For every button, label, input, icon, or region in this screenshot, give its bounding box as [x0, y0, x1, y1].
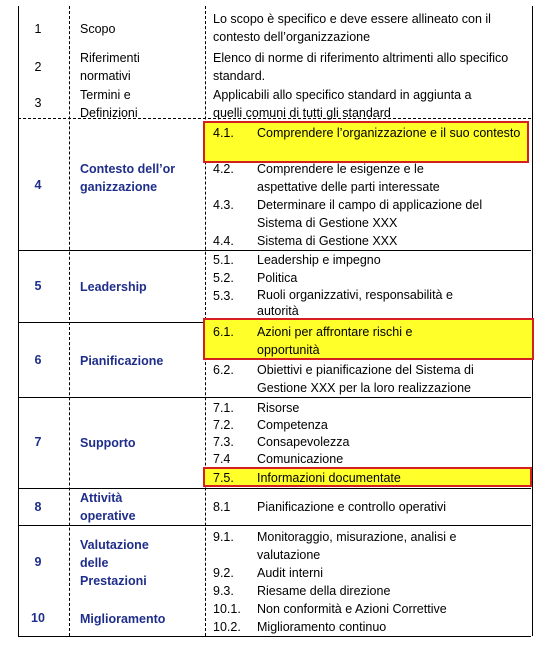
item-number: 7.3.	[213, 435, 234, 449]
item-number: 9.3.	[213, 584, 234, 598]
item-number: 4.3.	[213, 198, 234, 212]
list-item	[213, 451, 523, 465]
item-text: Comprendere l’organizzazione e il suo contesto	[257, 126, 521, 140]
row-topic: Supporto	[80, 436, 136, 450]
item-number: 5.2.	[213, 271, 234, 285]
row-number: 2	[34, 60, 42, 74]
item-text: Ruoli organizzativi, responsabilità e autorità	[257, 288, 453, 318]
item-number: 4.1.	[213, 126, 234, 140]
item-text: Politica	[257, 271, 298, 285]
row-number: 3	[34, 96, 42, 110]
row-number: 6	[34, 353, 42, 367]
table-bottom-border	[18, 636, 531, 637]
item-text: Risorse	[257, 401, 300, 415]
row-topic: Riferimenti normativi	[80, 51, 140, 83]
row-number: 1	[34, 22, 42, 36]
row-description: Elenco di norme di riferimento altrimenti allo specifico standard.	[213, 51, 509, 83]
row-separator	[18, 397, 531, 398]
row-description: Lo scopo è specifico e deve essere allineato con il contesto dell’organizzazione	[213, 12, 491, 44]
row-number: 8	[34, 500, 42, 514]
item-number: 7.2.	[213, 418, 234, 432]
row-topic: Valutazione delle Prestazioni	[80, 538, 149, 588]
item-number: 4.2.	[213, 162, 234, 176]
item-number: 9.2.	[213, 566, 234, 580]
item-text: Determinare il campo di applicazione del Sistema di Gestione XXX	[257, 198, 483, 230]
item-text: Leadership e impegno	[257, 253, 381, 267]
item-number: 6.2.	[213, 363, 234, 377]
row-number: 7	[34, 435, 42, 449]
item-text: Monitoraggio, misurazione, analisi e valutazione	[257, 530, 457, 562]
item-text: Consapevolezza	[257, 435, 350, 449]
item-text: Non conformità e Azioni Correttive	[257, 602, 447, 616]
row-description: Applicabili allo specifico standard in aggiunta a quelli comuni di tutti gli standard	[213, 88, 472, 120]
row-topic: Attività operative	[80, 491, 136, 523]
row-separator	[18, 525, 531, 526]
item-number: 5.1.	[213, 253, 234, 267]
item-number: 8.1	[213, 500, 231, 514]
item-number: 9.1.	[213, 530, 234, 544]
item-text: Audit interni	[257, 566, 324, 580]
item-text: Comunicazione	[257, 452, 344, 466]
row-topic: Termini e Definizioni	[80, 88, 138, 120]
item-number: 7.1.	[213, 401, 234, 415]
column-divider	[69, 6, 70, 636]
row-topic: Pianificazione	[80, 354, 164, 368]
item-number: 7.5.	[213, 471, 234, 485]
item-text: Competenza	[257, 418, 328, 432]
item-text: Miglioramento continuo	[257, 620, 387, 634]
item-number: 10.1.	[213, 602, 241, 616]
item-text: Riesame della direzione	[257, 584, 391, 598]
item-text: Comprendere le esigenze e le aspettative delle parti interessate	[257, 162, 440, 194]
item-text: Pianificazione e controllo operativi	[257, 500, 446, 514]
item-number: 10.2.	[213, 620, 241, 634]
item-number: 6.1.	[213, 325, 234, 339]
row-topic: Miglioramento	[80, 612, 166, 626]
item-number: 5.3.	[213, 289, 234, 303]
row-topic: Scopo	[80, 22, 116, 36]
row-number: 4	[34, 178, 42, 192]
item-number: 4.4.	[213, 234, 234, 248]
row-number: 5	[34, 279, 42, 293]
row-topic: Contesto dell’organizzazione	[80, 162, 176, 194]
item-text: Sistema di Gestione XXX	[257, 234, 398, 248]
item-text: Informazioni documentate	[257, 471, 401, 485]
row-number: 9	[34, 555, 42, 569]
item-number: 7.4	[213, 452, 231, 466]
row-topic: Leadership	[80, 280, 147, 294]
item-text: Obiettivi e pianificazione del Sistema di Gestione XXX per la loro realizzazione	[257, 363, 474, 395]
item-text: Azioni per affrontare rischi e opportunità	[257, 325, 413, 357]
row-number: 10	[31, 611, 45, 625]
